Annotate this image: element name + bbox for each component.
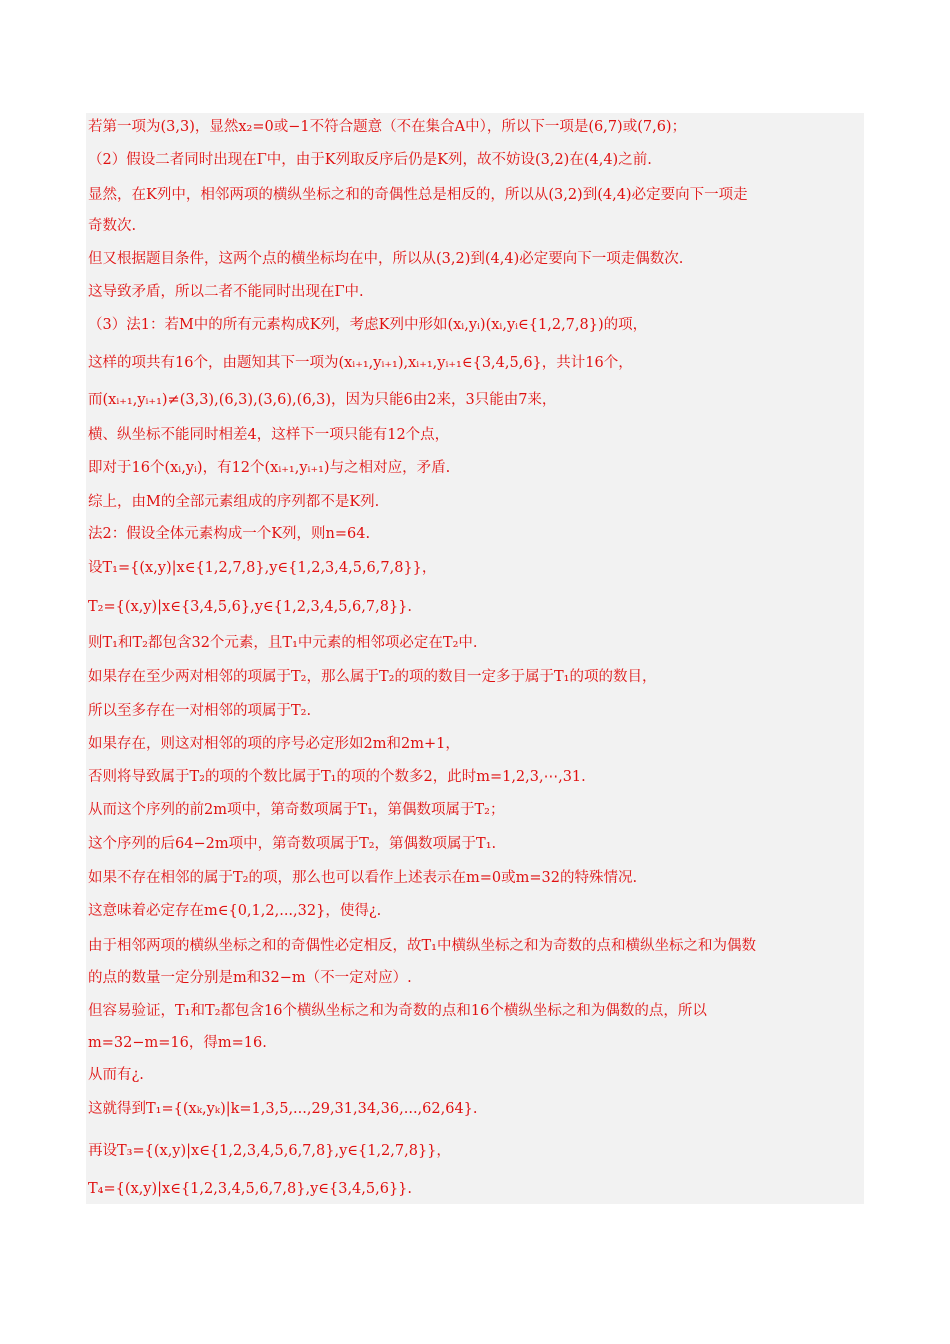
text-line: T₂={(x,y)|x∈{3,4,5,6},y∈{1,2,3,4,5,6,7,8}}. [88,599,413,615]
text-line: 的点的数量一定分别是m和32−m（不一定对应）. [88,970,412,986]
text-line: 这样的项共有16个，由题知其下一项为(xᵢ₊₁,yᵢ₊₁),xᵢ₊₁,yᵢ₊₁∈{3,4,5,6}，共计16个， [88,355,633,371]
text-line: 这导致矛盾，所以二者不能同时出现在Γ中. [88,284,364,300]
text-line: 奇数次. [88,218,137,234]
text-line: （2）假设二者同时出现在Γ中，由于K列取反序后仍是K列，故不妨设(3,2)在(4,4)之前. [88,152,652,168]
text-line: 如果不存在相邻的属于T₂的项，那么也可以看作上述表示在m=0或m=32的特殊情况. [88,870,638,886]
text-line: 横、纵坐标不能同时相差4，这样下一项只能有12个点， [88,427,450,443]
text-line: 而(xᵢ₊₁,yᵢ₊₁)≠(3,3),(6,3),(3,6),(6,3)，因为只能6由2来，3只能由7来， [88,392,557,408]
text-line: 这意味着必定存在m∈{0,1,2,...,32}，使得¿. [88,903,382,919]
text-line: 从而有¿. [88,1067,144,1083]
text-line: （3）法1：若M中的所有元素构成K列，考虑K列中形如(xᵢ,yᵢ)(xᵢ,yᵢ∈{1,2,7,8})的项， [88,317,648,333]
text-line: 法2：假设全体元素构成一个K列，则n=64. [88,526,371,542]
text-line: 这个序列的后64−2m项中，第奇数项属于T₂，第偶数项属于T₁. [88,836,497,852]
text-line: 否则将导致属于T₂的项的个数比属于T₁的项的个数多2，此时m=1,2,3,⋯,31. [88,769,586,785]
text-line: 如果存在，则这对相邻的项的序号必定形如2m和2m+1， [88,736,460,752]
text-line: 从而这个序列的前2m项中，第奇数项属于T₁，第偶数项属于T₂； [88,802,505,818]
text-line: 所以至多存在一对相邻的项属于T₂. [88,703,312,719]
text-line: 如果存在至少两对相邻的项属于T₂，那么属于T₂的项的数目一定多于属于T₁的项的数目， [88,669,657,685]
text-line: 但容易验证，T₁和T₂都包含16个横纵坐标之和为奇数的点和16个横纵坐标之和为偶数的点，所以 [88,1003,707,1019]
text-line: 再设T₃={(x,y)|x∈{1,2,3,4,5,6,7,8},y∈{1,2,7,8}}， [88,1143,451,1159]
text-line: 设T₁={(x,y)|x∈{1,2,7,8},y∈{1,2,3,4,5,6,7,8}}， [88,560,437,576]
text-line: 综上，由M的全部元素组成的序列都不是K列. [88,494,380,510]
text-line: m=32−m=16，得m=16. [88,1035,267,1051]
text-line: 由于相邻两项的横纵坐标之和的奇偶性必定相反，故T₁中横纵坐标之和为奇数的点和横纵坐标之和为偶数 [88,938,756,954]
text-line: T₄={(x,y)|x∈{1,2,3,4,5,6,7,8},y∈{3,4,5,6}}. [88,1181,413,1197]
text-line: 这就得到T₁={(xₖ,yₖ)|k=1,3,5,...,29,31,34,36,...,62,64}. [88,1101,478,1117]
text-line: 但又根据题目条件，这两个点的横坐标均在中，所以从(3,2)到(4,4)必定要向下一项走偶数次. [88,251,684,267]
text-line: 则T₁和T₂都包含32个元素，且T₁中元素的相邻项必定在T₂中. [88,635,478,651]
text-line: 显然，在K列中，相邻两项的横纵坐标之和的奇偶性总是相反的，所以从(3,2)到(4,4)必定要向下一项走 [88,187,748,203]
text-line: 即对于16个(xᵢ,yᵢ)，有12个(xᵢ₊₁,yᵢ₊₁)与之相对应，矛盾. [88,460,451,476]
text-line: 若第一项为(3,3)，显然x₂=0或−1不符合题意（不在集合A中），所以下一项是(6,7)或(7,6)； [88,119,687,135]
